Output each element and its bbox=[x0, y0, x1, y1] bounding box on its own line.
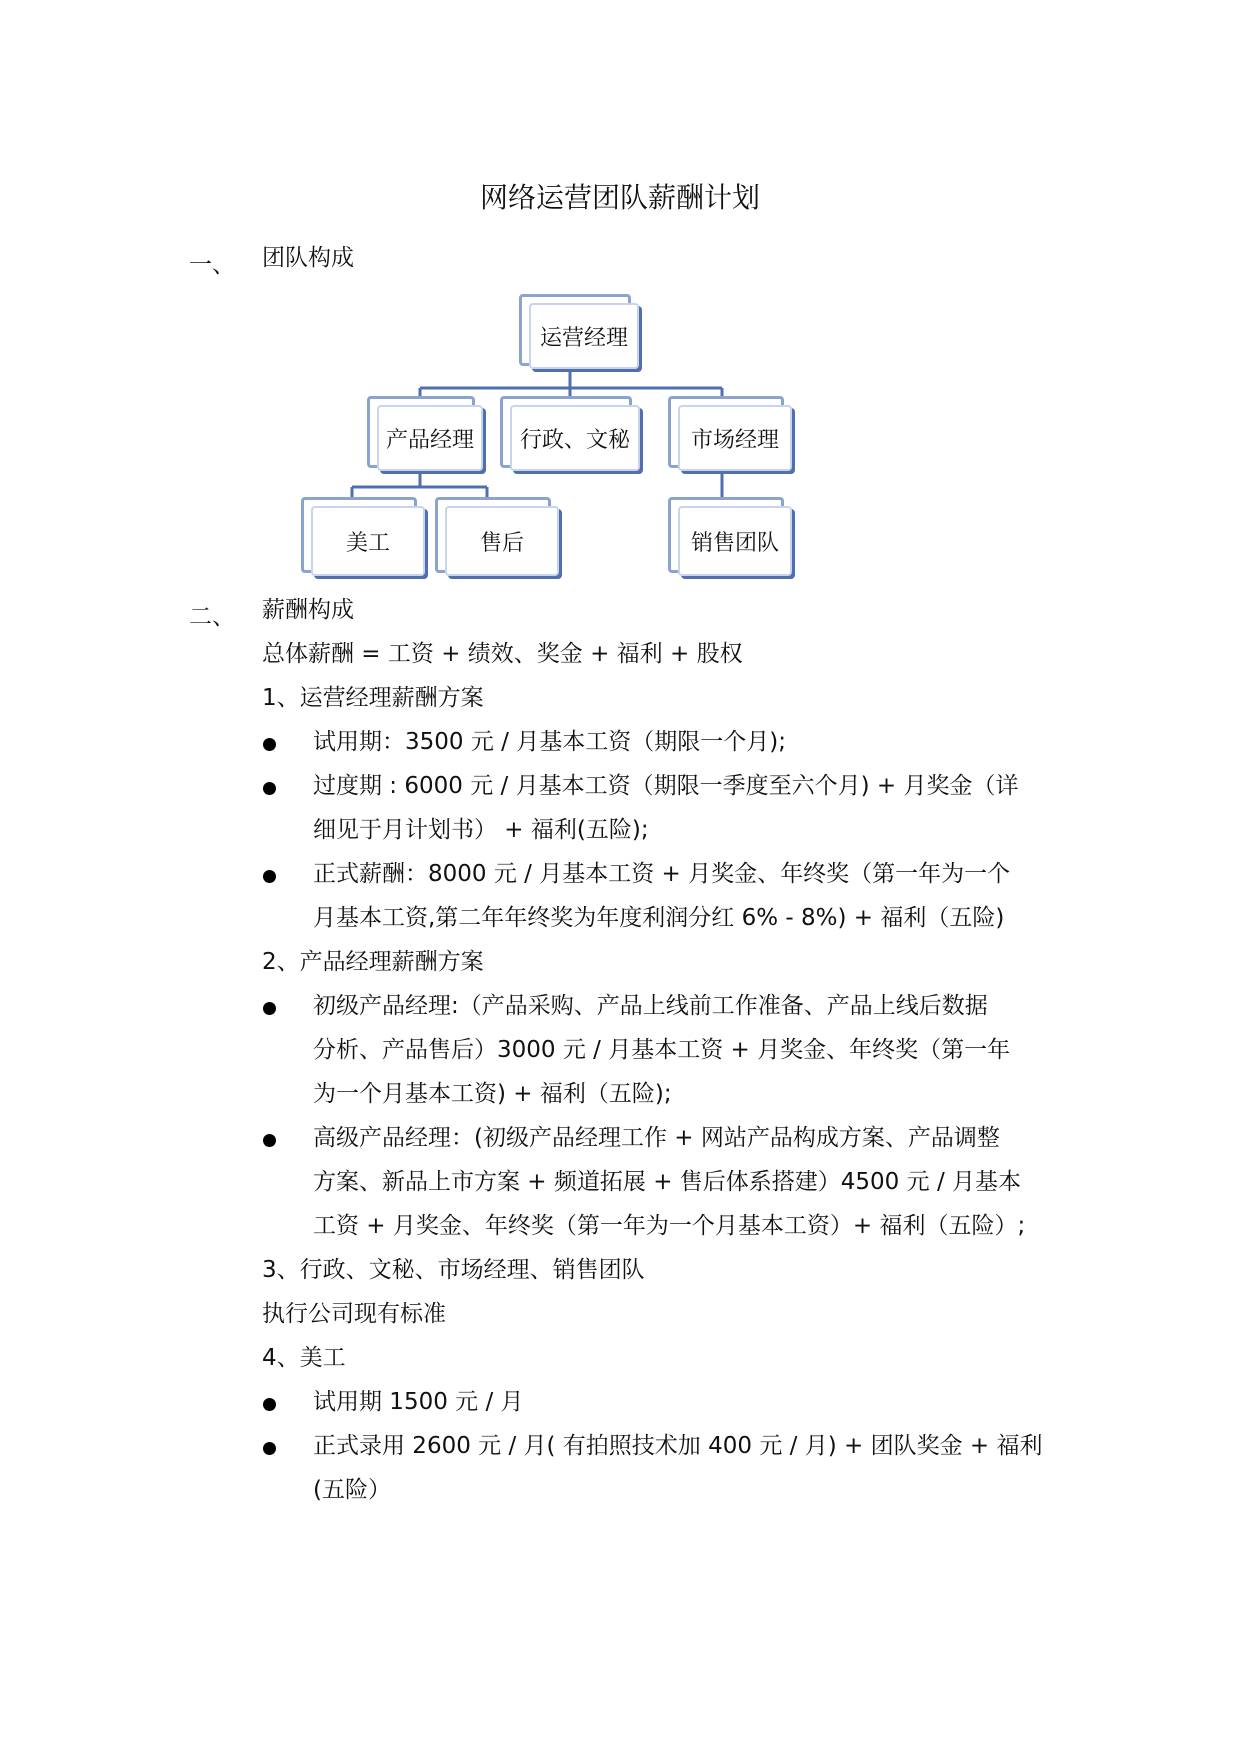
bullet-icon bbox=[263, 1002, 276, 1015]
bullet-icon bbox=[263, 1134, 276, 1147]
subsection-heading-2: 2、产品经理薪酬方案 bbox=[262, 949, 484, 975]
list-item: 正式薪酬：8000 元 / 月基本工资 + 月奖金、年终奖（第一年为一个 bbox=[313, 861, 1011, 887]
section-heading-2: 薪酬构成 bbox=[262, 597, 354, 623]
salary-formula: 总体薪酬 = 工资 + 绩效、奖金 + 福利 + 股权 bbox=[262, 641, 743, 667]
subsection-heading-3: 3、行政、文秘、市场经理、销售团队 bbox=[262, 1257, 645, 1283]
bullet-icon bbox=[263, 1442, 276, 1455]
org-node-root bbox=[519, 294, 639, 372]
org-node-label: 售后 bbox=[445, 506, 559, 576]
bullet-icon bbox=[263, 1398, 276, 1411]
org-chart bbox=[0, 0, 1240, 600]
org-node-sales-team bbox=[668, 497, 790, 579]
org-node-label: 美工 bbox=[311, 506, 425, 576]
list-item-continuation: 月基本工资,第二年年终奖为年度利润分红 6% - 8%) + 福利（五险) bbox=[313, 905, 1005, 931]
org-node-aftersales bbox=[435, 497, 557, 579]
list-item: 正式录用 2600 元 / 月( 有拍照技术加 400 元 / 月) + 团队奖金 + 福利 bbox=[313, 1433, 1043, 1459]
org-node-admin bbox=[500, 396, 640, 474]
list-item-continuation: 细见于月计划书） + 福利(五险); bbox=[313, 817, 649, 843]
org-node-product-manager bbox=[367, 396, 481, 474]
section-heading-1: 团队构成 bbox=[262, 245, 354, 271]
subsection-heading-1: 1、运营经理薪酬方案 bbox=[262, 685, 484, 711]
list-item: 过度期 : 6000 元 / 月基本工资（期限一季度至六个月) + 月奖金（详 bbox=[313, 773, 1019, 799]
list-item: 试用期：3500 元 / 月基本工资（期限一个月); bbox=[313, 729, 786, 755]
section-number-1: 一、 bbox=[189, 252, 235, 278]
org-node-label: 销售团队 bbox=[678, 506, 792, 576]
list-item: 初级产品经理:（产品采购、产品上线前工作准备、产品上线后数据 bbox=[313, 993, 988, 1019]
org-node-artist bbox=[301, 497, 423, 579]
list-item-continuation: 为一个月基本工资) + 福利（五险); bbox=[313, 1081, 672, 1107]
bullet-icon bbox=[263, 782, 276, 795]
bullet-icon bbox=[263, 870, 276, 883]
org-node-market-manager bbox=[668, 396, 790, 474]
list-item: 试用期 1500 元 / 月 bbox=[313, 1389, 524, 1415]
org-node-label: 产品经理 bbox=[377, 405, 483, 471]
list-item: 高级产品经理：(初级产品经理工作 + 网站产品构成方案、产品调整 bbox=[313, 1125, 1000, 1151]
list-item-continuation: 方案、新品上市方案 + 频道拓展 + 售后体系搭建）4500 元 / 月基本 bbox=[313, 1169, 1022, 1195]
org-node-label: 行政、文秘 bbox=[510, 405, 640, 471]
list-item-continuation: 工资 + 月奖金、年终奖（第一年为一个月基本工资）+ 福利（五险）; bbox=[313, 1213, 1026, 1239]
org-node-label: 市场经理 bbox=[678, 405, 792, 471]
page-title: 网络运营团队薪酬计划 bbox=[479, 181, 760, 214]
list-item-continuation: 分析、产品售后）3000 元 / 月基本工资 + 月奖金、年终奖（第一年 bbox=[313, 1037, 1011, 1063]
subsection-text-3: 执行公司现有标准 bbox=[262, 1301, 446, 1327]
section-number-2: 二、 bbox=[189, 604, 235, 630]
bullet-icon bbox=[263, 738, 276, 751]
org-node-label: 运营经理 bbox=[529, 303, 639, 369]
list-item-continuation: (五险） bbox=[313, 1477, 391, 1503]
subsection-heading-4: 4、美工 bbox=[262, 1345, 346, 1371]
